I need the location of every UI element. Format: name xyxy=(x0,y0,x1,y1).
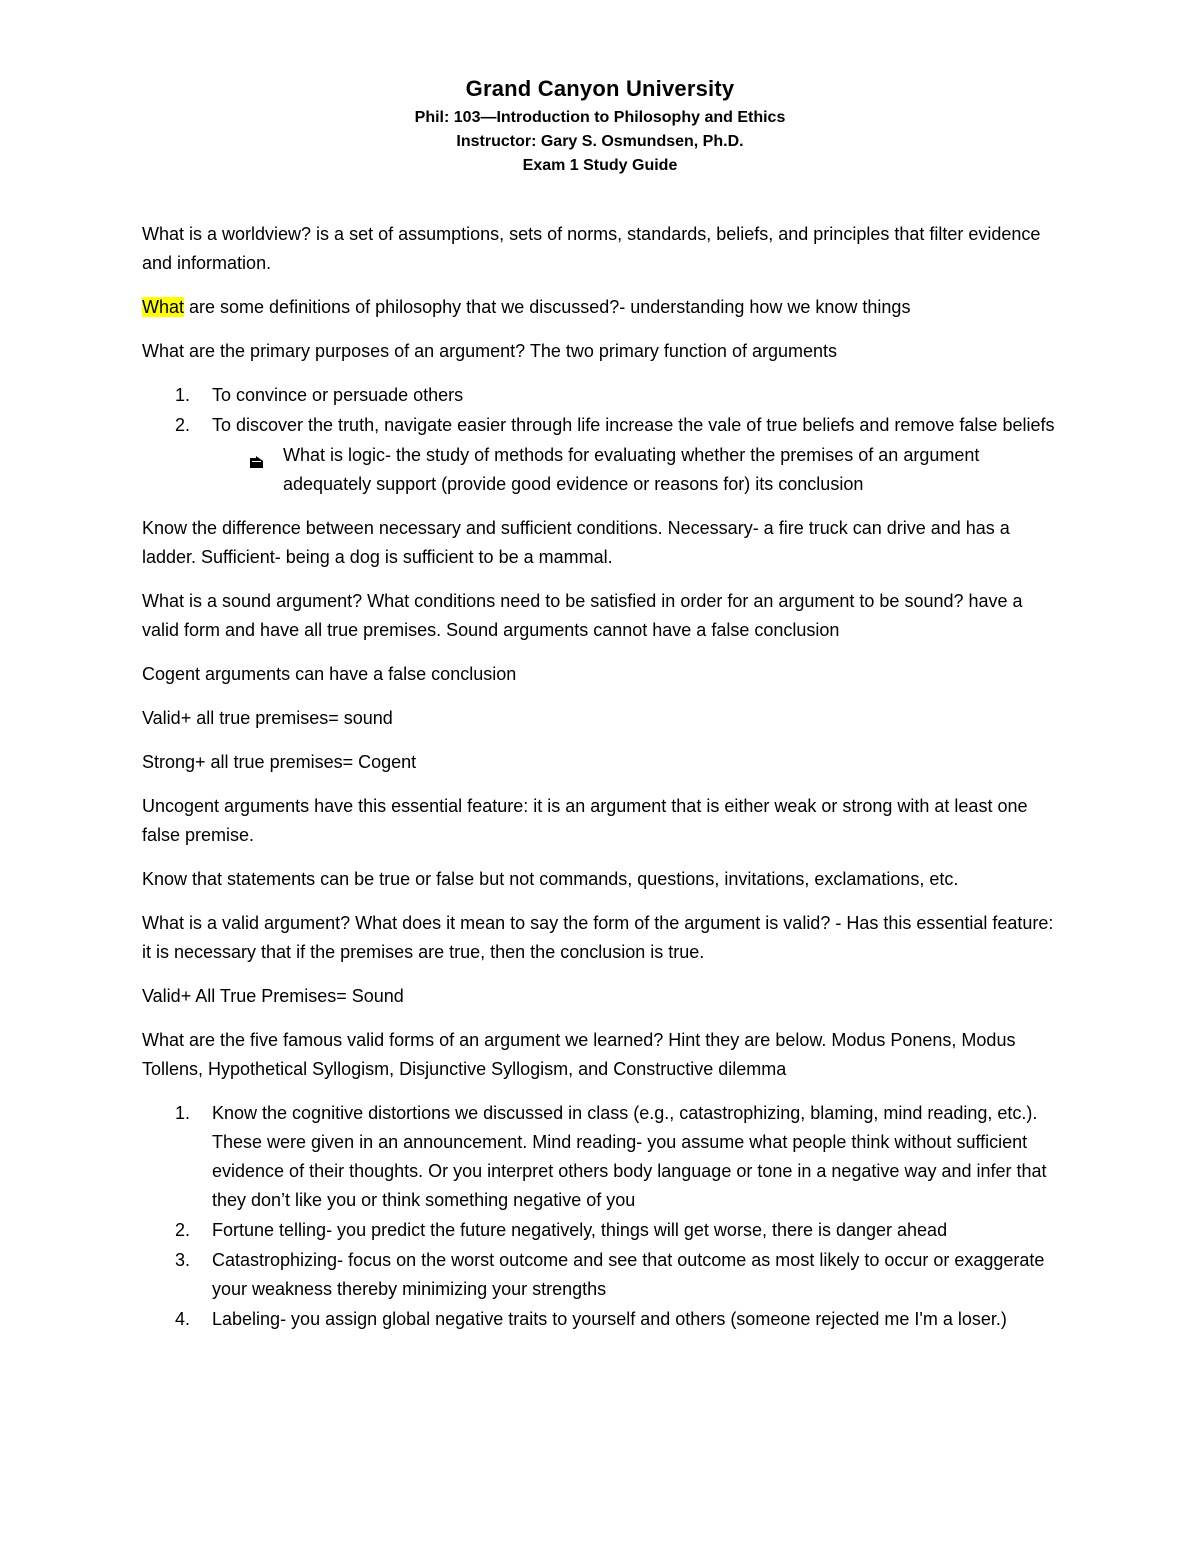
list-item-text: Know the cognitive distortions we discussed in class (e.g., catastrophizing, blaming, mind reading, etc.). These were given in an announcement. Mind reading- you assume what people think without sufficient evidence of their thoughts. Or you interpret others body language or tone in a negative way and infer that they don’t like you or think something negative of you xyxy=(212,1103,1047,1210)
list-number: 2. xyxy=(175,1220,191,1240)
list-item xyxy=(142,1099,1062,1215)
list-item-text: To convince or persuade others xyxy=(212,385,464,405)
document-header xyxy=(0,72,1200,178)
sound-argument-paragraph: What is a sound argument? What conditions need to be satisfied in order for an argument to be sound? have a valid form and have all true premises. Sound arguments cannot have a false conclusion xyxy=(142,591,1023,640)
necessary-sufficient-paragraph: Know the difference between necessary and sufficient conditions. Necessary- a fire truck can drive and has a ladder. Sufficient- being a dog is sufficient to be a mammal. xyxy=(142,518,1010,567)
five-forms-paragraph: What are the five famous valid forms of an argument we learned? Hint they are below. Modus Ponens, Modus Tollens, Hypothetical Syllogism, Disjunctive Syllogism, and Constructive dilemma xyxy=(142,1030,1016,1079)
list-item-text: Catastrophizing- focus on the worst outcome and see that outcome as most likely to occur or exaggerate your weakness thereby minimizing your strengths xyxy=(212,1250,1045,1299)
definitions-paragraph xyxy=(142,293,1062,322)
cognitive-distortions-list xyxy=(142,1099,1062,1334)
logic-bullet xyxy=(142,441,1062,499)
purposes-paragraph: What are the primary purposes of an argument? The two primary function of arguments xyxy=(142,341,838,361)
list-item xyxy=(142,1305,1062,1334)
statements-paragraph: Know that statements can be true or false but not commands, questions, invitations, exclamations, etc. xyxy=(142,869,959,889)
study-guide-title: Exam 1 Study Guide xyxy=(522,157,678,174)
list-number: 1. xyxy=(175,385,191,405)
list-item xyxy=(142,1216,1062,1245)
valid-sound-paragraph: Valid+ all true premises= sound xyxy=(142,708,393,728)
valid-sound-paragraph-2: Valid+ All True Premises= Sound xyxy=(142,986,404,1006)
list-number: 2. xyxy=(175,415,191,435)
worldview-paragraph: What is a worldview? is a set of assumptions, sets of norms, standards, beliefs, and principles that filter evidence and information. xyxy=(142,224,1041,273)
logic-text: What is logic- the study of methods for evaluating whether the premises of an argument adequately support (provide good evidence or reasons for) its conclusion xyxy=(283,445,980,494)
purposes-list xyxy=(142,381,1062,440)
definitions-text: are some definitions of philosophy that we discussed?- understanding how we know things xyxy=(184,297,911,317)
highlighted-word: What xyxy=(142,297,185,317)
cogent-false-paragraph: Cogent arguments can have a false conclusion xyxy=(142,664,517,684)
hand-pointer-icon xyxy=(250,448,264,460)
list-number: 4. xyxy=(175,1309,191,1329)
list-item xyxy=(142,1246,1062,1304)
list-item-text: Labeling- you assign global negative traits to yourself and others (someone rejected me I'm a loser.) xyxy=(212,1309,1007,1329)
list-number: 3. xyxy=(175,1250,191,1270)
course-line: Phil: 103—Introduction to Philosophy and Ethics xyxy=(414,109,786,126)
list-item-text: Fortune telling- you predict the future negatively, things will get worse, there is danger ahead xyxy=(212,1220,948,1240)
university-title: Grand Canyon University xyxy=(465,76,735,101)
strong-cogent-paragraph: Strong+ all true premises= Cogent xyxy=(142,752,417,772)
list-item-text: To discover the truth, navigate easier through life increase the vale of true beliefs and remove false beliefs xyxy=(212,415,1055,435)
valid-argument-paragraph: What is a valid argument? What does it mean to say the form of the argument is valid? - Has this essential feature: it is necessary that if the premises are true, then the conclusion is true. xyxy=(142,913,1054,962)
list-item xyxy=(142,381,1062,410)
uncogent-paragraph: Uncogent arguments have this essential feature: it is an argument that is either weak or strong with at least one false premise. xyxy=(142,796,1028,845)
list-number: 1. xyxy=(175,1103,191,1123)
document-body xyxy=(142,220,1062,1349)
instructor-line: Instructor: Gary S. Osmundsen, Ph.D. xyxy=(456,133,744,150)
list-item xyxy=(142,411,1062,440)
